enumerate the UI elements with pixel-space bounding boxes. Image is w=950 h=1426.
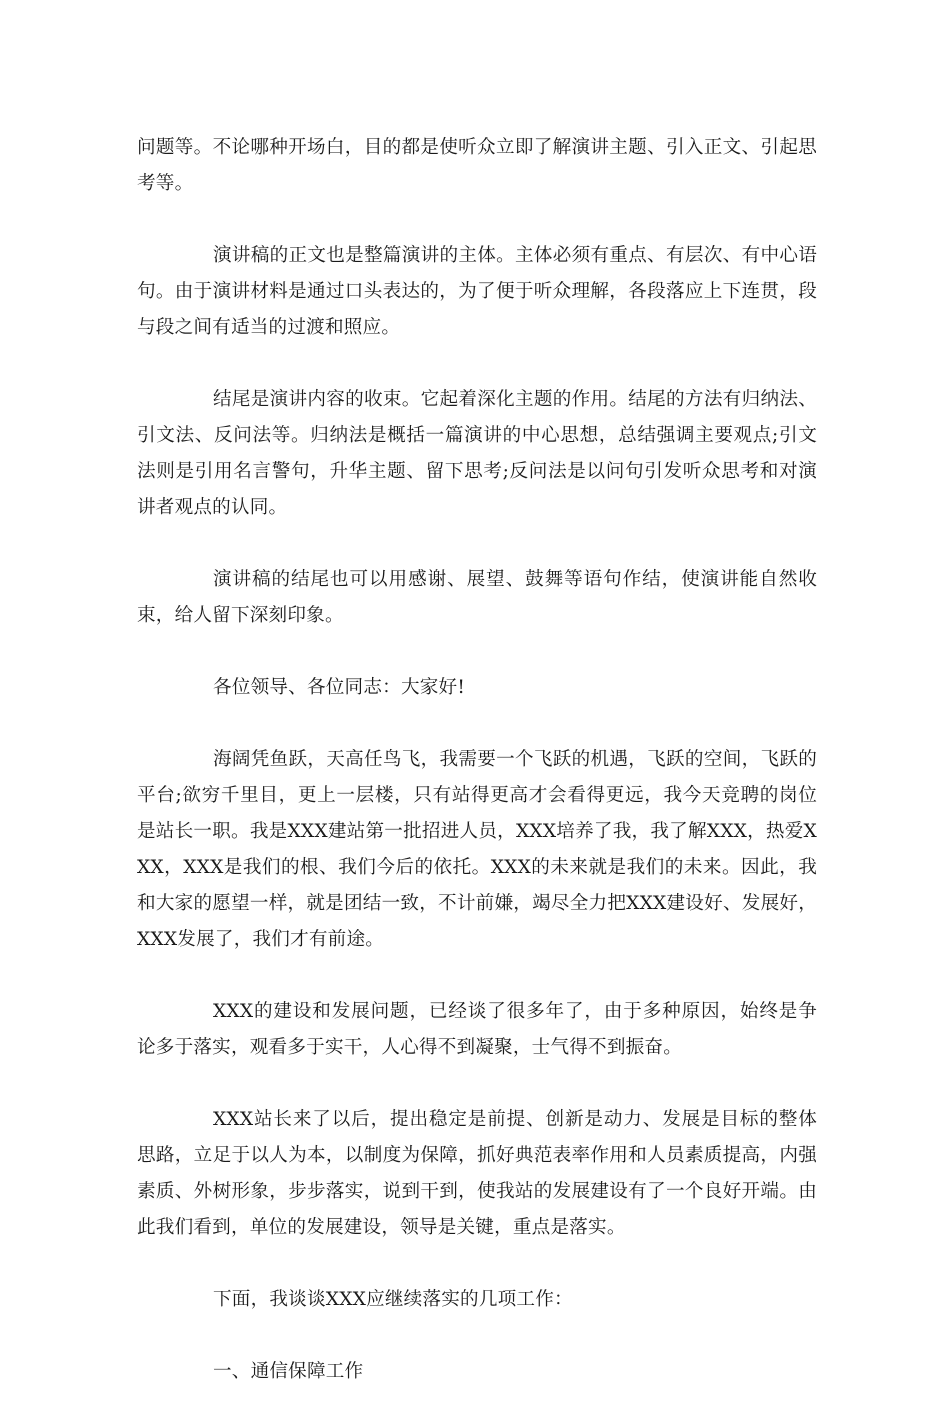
- paragraph: 结尾是演讲内容的收束。它起着深化主题的作用。结尾的方法有归纳法、引文法、反问法等。归纳法是概括一篇演讲的中心思想，总结强调主要观点;引文法则是引用名言警句，升华主题、留下思考;反问法是以问句引发听众思考和对演讲者观点的认同。: [137, 389, 817, 518]
- paragraph: 演讲稿的正文也是整篇演讲的主体。主体必须有重点、有层次、有中心语句。由于演讲材料是通过口头表达的，为了便于听众理解，各段落应上下连贯，段与段之间有适当的过渡和照应。: [137, 245, 817, 338]
- greeting-paragraph: 各位领导、各位同志：大家好!: [213, 677, 465, 698]
- paragraph: 问题等。不论哪种开场白，目的都是使听众立即了解演讲主题、引入正文、引起思考等。: [137, 137, 817, 194]
- paragraph: 下面，我谈谈XXX应继续落实的几项工作：: [213, 1289, 573, 1310]
- paragraph: 海阔凭鱼跃，天高任鸟飞，我需要一个飞跃的机遇，飞跃的空间，飞跃的平台;欲穷千里目，更上一层楼，只有站得更高才会看得更远，我今天竞聘的岗位是站长一职。我是XXX建站第一批招进人员，XXX培养了我，我了解XXX，热爱XXX，XXX是我们的根、我们今后的依托。XXX的未来就是我们的未来。因此，我和大家的愿望一样，就是团结一致，不计前嫌，竭尽全力把XXX建设好、发展好，XXX发展了，我们才有前途。: [137, 749, 817, 950]
- paragraph: XXX站长来了以后，提出稳定是前提、创新是动力、发展是目标的整体思路，立足于以人为本，以制度为保障，抓好典范表率作用和人员素质提高，内强素质、外树形象，步步落实，说到干到，使我站的发展建设有了一个良好开端。由此我们看到，单位的发展建设，领导是关键，重点是落实。: [137, 1109, 817, 1238]
- section-heading: 一、通信保障工作: [213, 1361, 364, 1382]
- document-body: [137, 130, 817, 1426]
- paragraph: 演讲稿的结尾也可以用感谢、展望、鼓舞等语句作结，使演讲能自然收束，给人留下深刻印象。: [137, 569, 817, 626]
- paragraph: XXX的建设和发展问题，已经谈了很多年了，由于多种原因，始终是争论多于落实，观看多于实干，人心得不到凝聚，士气得不到振奋。: [137, 1001, 817, 1058]
